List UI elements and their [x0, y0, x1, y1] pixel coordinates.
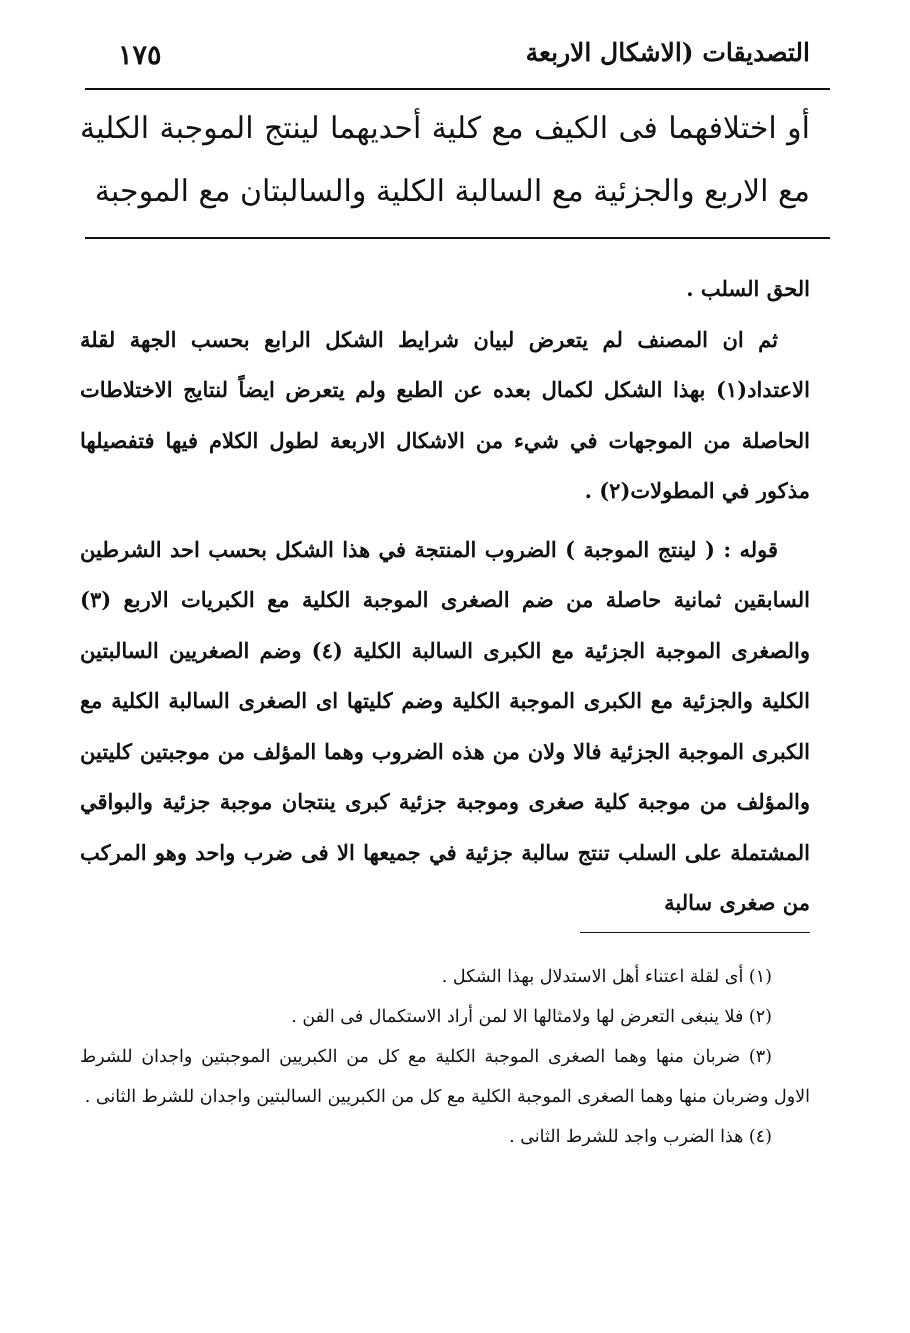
footnote-3: (٣) ضربان منها وهما الصغرى الموجبة الكلية مع كل من الكبريين الموجبتين واجدان للشرط الاول وضربان منها وهما الصغرى الموجبة الكلية مع كل من الكبريين السالبتين واجدان للشرط الثانى .	[80, 1047, 810, 1107]
footnote-rule	[580, 932, 810, 933]
running-header-title: التصديقات (الاشكال الاربعة	[525, 38, 810, 67]
commentary-paragraph-3-label: قوله :	[723, 536, 779, 562]
page-number: ١٧٥	[118, 40, 162, 71]
main-text-rule	[85, 237, 830, 239]
main-text: أو اختلافهما فى الكيف مع كلية أحديهما لينتج الموجبة الكلية مع الاربع والجزئية مع السالبة الكلية والسالبتان مع الموجبة	[80, 111, 810, 209]
commentary-paragraph-3-text: ( لينتج الموجبة ) الضروب المنتجة في هذا الشكل بحسب احد الشرطين السابقين ثمانية حاصلة من ضم الصغرى الموجبة الكلية مع الكبريات الاربع (٣) والصغرى الموجبة الجزئية مع الكبرى السالبة الكلية (٤) وضم الصغريين السالبتين الكلية والجزئية مع الكبرى الموجبة الكلية وضم كليتها اى الصغرى السالبة الكلية مع الكبرى الموجبة الجزئية فالا ولان من هذه الضروب وهما المؤلف من موجبتين كليتين والمؤلف من موجبة كلية صغرى وموجبة جزئية كبرى ينتجان موجبة جزئية والبواقي المشتملة على السلب تنتج سالبة جزئية في جميعها الا فى ضرب واحد وهو المركب من صغرى سالبة	[80, 536, 810, 915]
commentary-paragraph-1: الحق السلب .	[686, 276, 810, 301]
footnote-2: (٢) فلا ينبغى التعرض لها ولامثالها الا لمن أراد الاستكمال فى الفن .	[291, 1007, 772, 1027]
commentary	[80, 264, 810, 929]
header-rule	[85, 88, 830, 90]
footnote-4: (٤) هذا الضرب واجد للشرط الثانى .	[509, 1127, 772, 1147]
footnote-1: (١) أى لقلة اعتناء أهل الاستدلال بهذا الشكل .	[441, 967, 772, 987]
commentary-paragraph-2: ثم ان المصنف لم يتعرض لبيان شرايط الشكل الرابع بحسب الجهة لقلة الاعتداد(١) بهذا الشكل لكمال بعده عن الطبع ولم يتعرض ايضاً لنتايج الاختلاطات الحاصلة من الموجهات في شيء من الاشكال الاربعة لطول الكلام فيها فتفصيلها مذكور في المطولات(٢) .	[80, 326, 810, 503]
commentary-paragraph-3	[80, 525, 810, 929]
footnotes	[80, 957, 810, 1157]
